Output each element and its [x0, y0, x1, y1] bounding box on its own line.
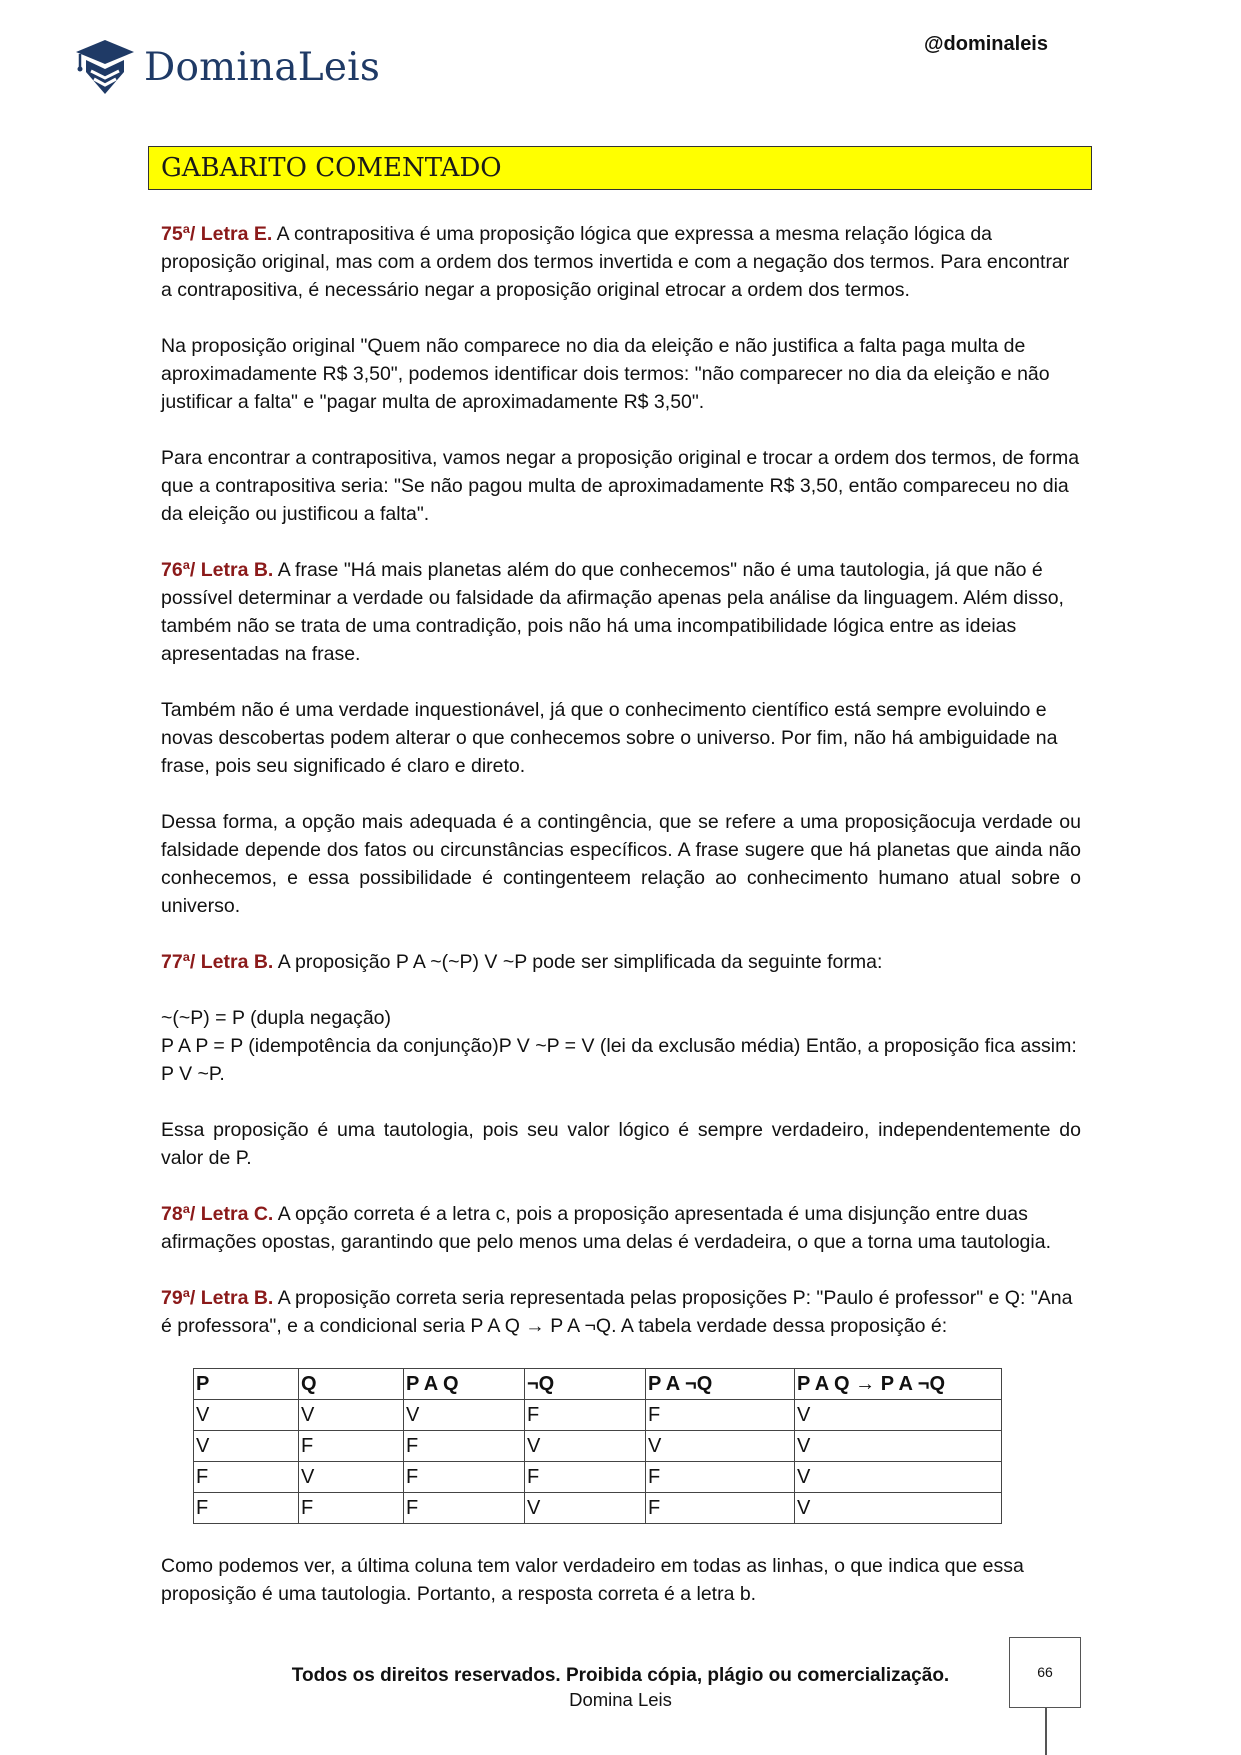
brand-logo	[74, 38, 380, 96]
table-cell: V	[525, 1431, 646, 1462]
q75-paragraph-3: Para encontrar a contrapositiva, vamos negar a proposição original e trocar a ordem dos termos, de forma que a contrapositiva seria: "Se não pagou multa de aproximadamente R$ 3,50, então compareceu no dia da eleição ou justificou a falta".	[161, 447, 1080, 525]
table-cell: V	[795, 1462, 1002, 1493]
table-header-cell: P A ¬Q	[646, 1369, 795, 1400]
table-cell: V	[646, 1431, 795, 1462]
table-cell: F	[646, 1400, 795, 1431]
q77-paragraph-3: Essa proposição é uma tautologia, pois seu valor lógico é sempre verdadeiro, independentemente do valor de P.	[161, 1119, 1081, 1169]
table-header-cell: Q	[299, 1369, 404, 1400]
table-cell: V	[525, 1493, 646, 1524]
table-cell: V	[299, 1462, 404, 1493]
table-cell: F	[194, 1462, 299, 1493]
banner-title: GABARITO COMENTADO	[161, 153, 502, 183]
q76-paragraph-3: Dessa forma, a opção mais adequada é a contingência, que se refere a uma proposiçãocuja verdade ou falsidade depende dos fatos ou circunstâncias específicos. A frase sugere que há planetas que ainda não conhecemos, e essa possibilidade é contingenteem relação ao conhecimento humano atual sobre o universo.	[161, 811, 1081, 917]
table-header-cell: ¬Q	[525, 1369, 646, 1400]
logo-text: DominaLeis	[144, 44, 381, 90]
page-number-box	[1009, 1637, 1081, 1708]
q77-label: 77ª/ Letra B.	[161, 951, 274, 973]
q75-label: 75ª/ Letra E.	[161, 223, 273, 245]
answer-key-content	[161, 220, 1081, 1636]
section-banner	[148, 146, 1092, 190]
table-row	[194, 1431, 1002, 1462]
q79-paragraph-2: Como podemos ver, a última coluna tem valor verdadeiro em todas as linhas, o que indica que essa proposição é uma tautologia. Portanto, a resposta correta é a letra b.	[161, 1555, 1024, 1605]
table-cell: V	[795, 1493, 1002, 1524]
q76-paragraph-1: 76ª/ Letra B. A frase "Há mais planetas além do que conhecemos" não é uma tautologia, já que não é possível determinar a verdade ou falsidade da afirmação apenas pela análise da linguagem. Além disso, também não se trata de uma contradição, pois não há uma incompatibilidade lógica entre as ideias apresentadas na frase.	[161, 559, 1064, 665]
table-cell: F	[194, 1493, 299, 1524]
footer-rights-notice: Todos os direitos reservados. Proibida cópia, plágio ou comercialização.	[291, 1665, 950, 1686]
q79-label: 79ª/ Letra B.	[161, 1287, 274, 1309]
q78-paragraph-1: 78ª/ Letra C. A opção correta é a letra c, pois a proposição apresentada é uma disjunção entre duas afirmações opostas, garantindo que pelo menos uma delas é verdadeira, o que a torna uma tautologia.	[161, 1203, 1051, 1253]
table-cell: V	[299, 1400, 404, 1431]
table-cell: V	[795, 1431, 1002, 1462]
table-row	[194, 1462, 1002, 1493]
social-handle: @dominaleis	[924, 33, 1048, 55]
q79-paragraph-1: 79ª/ Letra B. A proposição correta seria representada pelas proposições P: "Paulo é professor" e Q: "Ana é professora", e a condicional seria P A Q → P A ¬Q. A tabela verdade dessa proposição é:	[161, 1287, 1073, 1337]
graduation-cap-shield-icon	[74, 38, 136, 96]
q76-label: 76ª/ Letra B.	[161, 559, 274, 581]
table-header-cell: P A Q → P A ¬Q	[795, 1369, 1002, 1400]
table-cell: V	[194, 1400, 299, 1431]
q75-paragraph-2: Na proposição original "Quem não comparece no dia da eleição e não justifica a falta paga multa de aproximadamente R$ 3,50", podemos identificar dois termos: "não comparecer no dia da eleição e não justificar a falta" e "pagar multa de aproximadamente R$ 3,50".	[161, 335, 1050, 413]
table-row	[194, 1400, 1002, 1431]
truth-table-header-row	[194, 1369, 1002, 1400]
table-cell: V	[404, 1400, 525, 1431]
table-cell: F	[525, 1400, 646, 1431]
q76-paragraph-2: Também não é uma verdade inquestionável, já que o conhecimento científico está sempre evoluindo e novas descobertas podem alterar o que conhecemos sobre o universo. Por fim, não há ambiguidade na frase, pois seu significado é claro e direto.	[161, 699, 1058, 777]
table-cell: F	[646, 1493, 795, 1524]
table-row	[194, 1493, 1002, 1524]
table-cell: F	[404, 1431, 525, 1462]
q77-paragraph-1: 77ª/ Letra B. A proposição P A ~(~P) V ~P pode ser simplificada da seguinte forma:	[161, 951, 883, 973]
q77-paragraph-2: ~(~P) = P (dupla negação) P A P = P (idempotência da conjunção)P V ~P = V (lei da exclusão média) Então, a proposição fica assim: P V ~P.	[161, 1007, 1077, 1085]
q78-label: 78ª/ Letra C.	[161, 1203, 274, 1225]
footer-brand: Domina Leis	[569, 1689, 672, 1710]
table-cell: V	[795, 1400, 1002, 1431]
q75-paragraph-1: 75ª/ Letra E. A contrapositiva é uma proposição lógica que expressa a mesma relação lógica da proposição original, mas com a ordem dos termos invertida e com a negação dos termos. Para encontrar a contrapositiva, é necessário negar a proposição original etrocar a ordem dos termos.	[161, 223, 1070, 301]
table-cell: F	[525, 1462, 646, 1493]
table-cell: F	[404, 1493, 525, 1524]
table-cell: F	[299, 1493, 404, 1524]
page-box-connector	[1045, 1707, 1047, 1755]
table-cell: V	[194, 1431, 299, 1462]
table-cell: F	[404, 1462, 525, 1493]
table-header-cell: P	[194, 1369, 299, 1400]
table-cell: F	[299, 1431, 404, 1462]
page-number: 66	[1037, 1664, 1053, 1680]
truth-table	[193, 1368, 1002, 1524]
table-cell: F	[646, 1462, 795, 1493]
table-header-cell: P A Q	[404, 1369, 525, 1400]
